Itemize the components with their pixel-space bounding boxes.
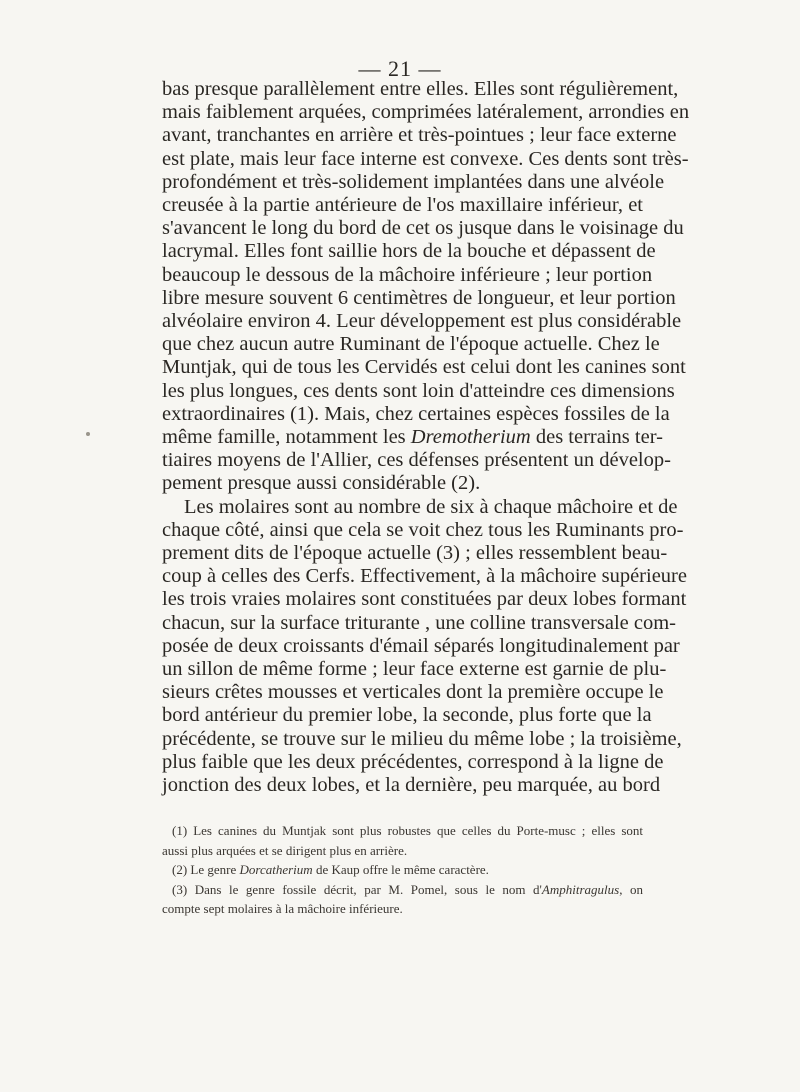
text-line: sieurs crêtes mousses et verticales dont la première occupe le bbox=[162, 681, 664, 704]
footnote-line: compte sept molaires à la mâchoire inférieure. bbox=[162, 901, 403, 917]
text-line: prement dits de l'époque actuelle (3) ; elles ressemblent beau- bbox=[162, 542, 668, 565]
footnote-line-italic: Amphitragulus bbox=[541, 881, 620, 897]
text-line: précédente, se trouve sur le milieu du même lobe ; la troisième, bbox=[162, 727, 682, 750]
footnote-line-part: (3) Dans le genre fossile décrit, par M. Pomel, sous le nom d' bbox=[172, 881, 542, 897]
text-line: alvéolaire environ 4. Leur développement est plus considérable bbox=[162, 310, 682, 333]
footnotes bbox=[162, 821, 643, 919]
text-line: lacrymal. Elles font saillie hors de la bouche et dépassent de bbox=[162, 240, 656, 263]
text-line: est plate, mais leur face interne est convexe. Ces dents sont très- bbox=[162, 147, 689, 170]
footnote-line-part: (2) Le genre bbox=[172, 862, 240, 878]
text-line-italic: Dremotherium bbox=[410, 426, 531, 449]
text-line: un sillon de même forme ; leur face externe est garnie de plu- bbox=[162, 658, 667, 681]
text-line: bord antérieur du premier lobe, la seconde, plus forte que la bbox=[162, 704, 652, 727]
footnote-line-italic: Dorcatherium bbox=[239, 862, 313, 878]
page-number: — 21 — bbox=[358, 56, 442, 81]
text-line: chaque côté, ainsi que cela se voit chez tous les Ruminants pro- bbox=[162, 518, 684, 541]
text-line-part: des terrains ter- bbox=[530, 426, 663, 449]
footnote-line bbox=[162, 860, 643, 880]
margin-speck bbox=[86, 432, 90, 436]
text-line: bas presque parallèlement entre elles. Elles sont régulièrement, bbox=[162, 78, 679, 100]
text-line: extraordinaires (1). Mais, chez certaines espèces fossiles de la bbox=[162, 402, 670, 425]
text-line: Muntjak, qui de tous les Cervidés est celui dont les canines sont bbox=[162, 356, 686, 379]
footnote-line: aussi plus arquées et se dirigent plus en arrière. bbox=[162, 842, 408, 858]
footnote-line-part: de Kaup offre le même caractère. bbox=[312, 862, 489, 878]
text-line: les trois vraies molaires sont constituées par deux lobes formant bbox=[162, 588, 687, 611]
footnote-line bbox=[162, 880, 643, 900]
text-line: posée de deux croissants d'émail séparés longitudinalement par bbox=[162, 634, 680, 657]
text-line: mais faiblement arquées, comprimées latéralement, arrondies en bbox=[162, 101, 690, 124]
text-line: jonction des deux lobes, et la dernière, peu marquée, au bord bbox=[162, 774, 661, 797]
text-line-part: même famille, notamment les bbox=[162, 426, 411, 449]
footnote-line-part: , on bbox=[619, 881, 644, 897]
text-line: beaucoup le dessous de la mâchoire inférieure ; leur portion bbox=[162, 263, 653, 286]
text-line: pement presque aussi considérable (2). bbox=[162, 472, 481, 495]
footnote-line: (1) Les canines du Muntjak sont plus robustes que celles du Porte-musc ; elles sont bbox=[172, 823, 643, 838]
text-line: s'avancent le long du bord de cet os jusque dans le voisinage du bbox=[162, 217, 684, 240]
text-line: avant, tranchantes en arrière et très-pointues ; leur face externe bbox=[162, 124, 677, 147]
body-text bbox=[162, 78, 690, 797]
text-line: chacun, sur la surface triturante , une colline transversale com- bbox=[162, 611, 676, 634]
text-line: plus faible que les deux précédentes, correspond à la ligne de bbox=[162, 750, 664, 773]
text-line: libre mesure souvent 6 centimètres de longueur, et leur portion bbox=[162, 286, 676, 309]
text-line: les plus longues, ces dents sont loin d'atteindre ces dimensions bbox=[162, 379, 675, 402]
text-line: profondément et très-solidement implantées dans une alvéole bbox=[162, 170, 665, 193]
text-line: creusée à la partie antérieure de l'os maxillaire inférieur, et bbox=[162, 194, 643, 217]
text-line: tiaires moyens de l'Allier, ces défenses présentent un dévelop- bbox=[162, 449, 671, 472]
text-line bbox=[162, 426, 663, 449]
text-line: que chez aucun autre Ruminant de l'époque actuelle. Chez le bbox=[162, 333, 660, 356]
text-line: Les molaires sont au nombre de six à chaque mâchoire et de bbox=[184, 495, 678, 518]
text-line: coup à celles des Cerfs. Effectivement, à la mâchoire supérieure bbox=[162, 565, 687, 588]
